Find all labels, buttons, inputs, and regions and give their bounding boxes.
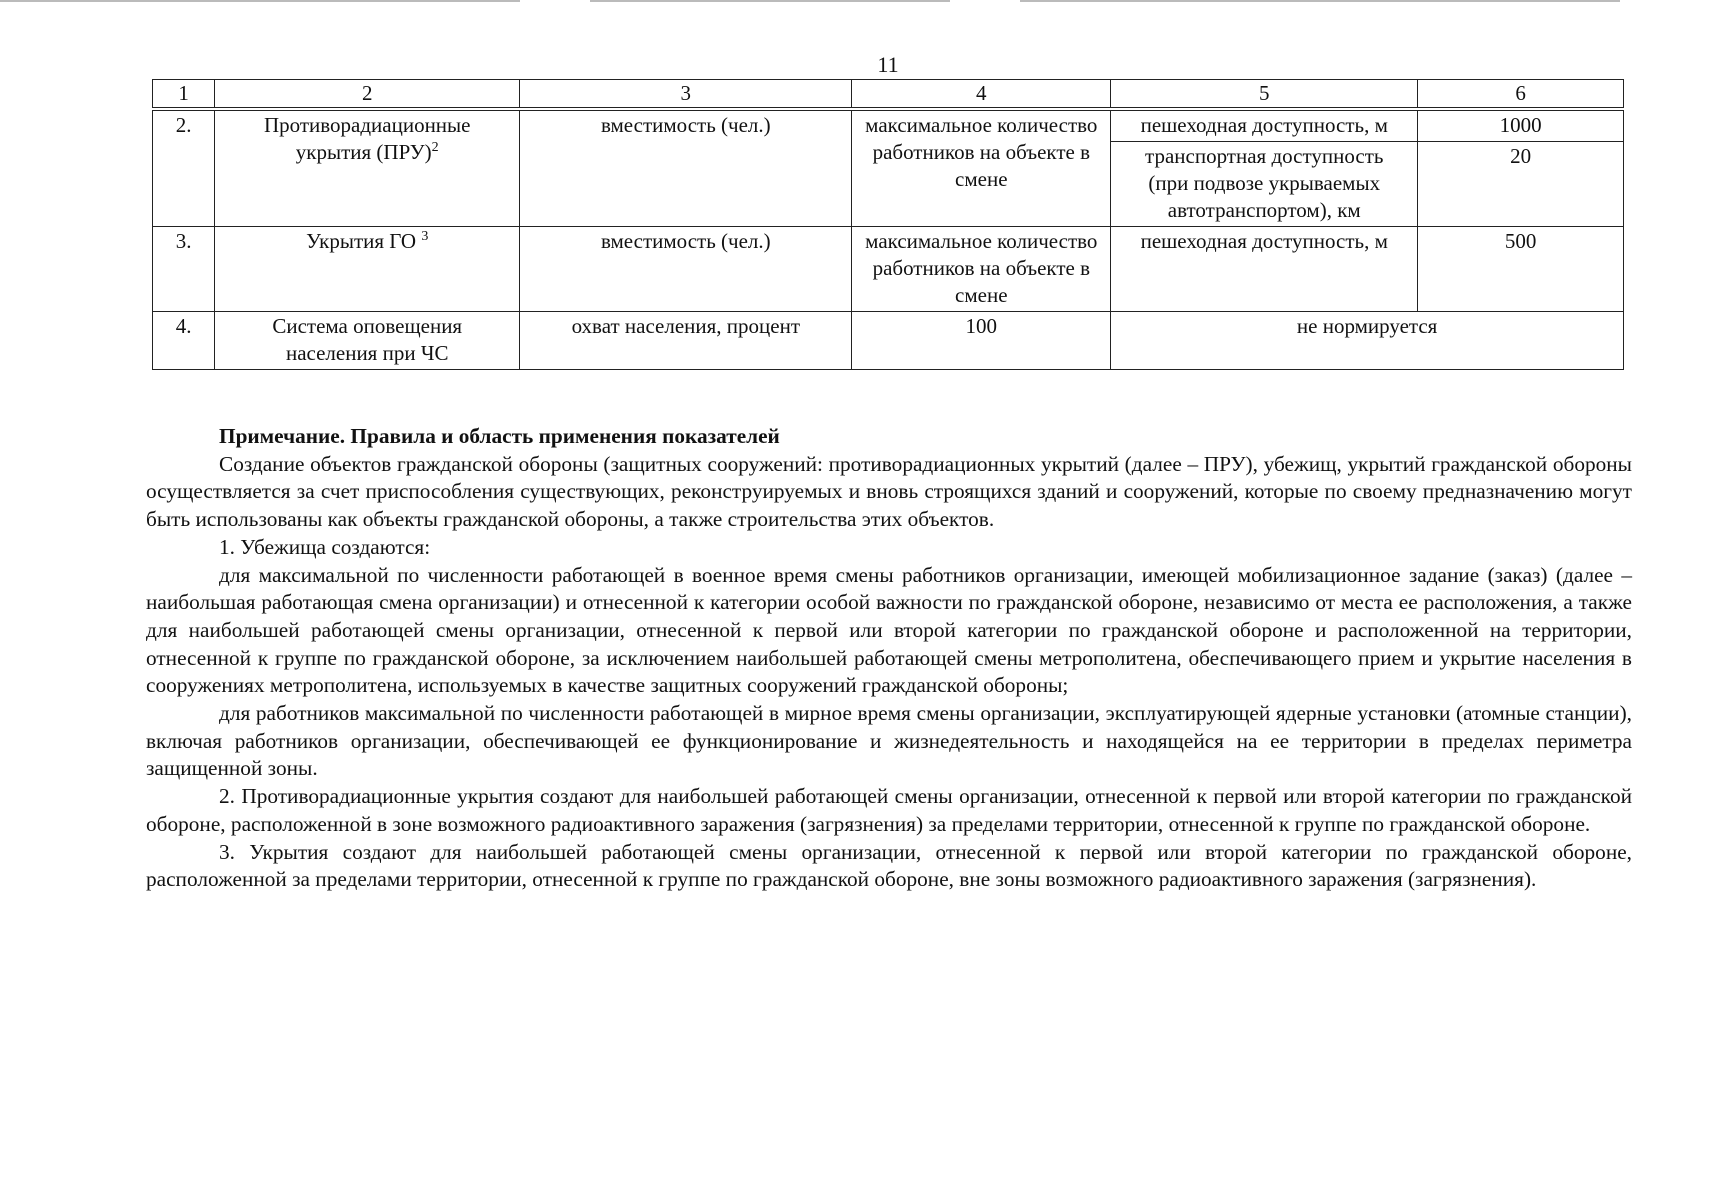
header-cell: 2 [215, 80, 520, 110]
footnote-mark: 3 [421, 229, 429, 244]
table-row [153, 312, 1624, 370]
note-paragraph: для работников максимальной по численности работающей в мирное время смены организации, эксплуатирующей ядерные установки (атомные станции), включая работников организации, обеспечивающей ее функционирование и жизнедеятельность и находящейся на ее территории в пределах периметра защищенной зоны. [146, 701, 1632, 781]
object-name-text: Укрытия ГО [306, 229, 417, 253]
value-cell: 100 [852, 312, 1111, 370]
norm-cell: 1000 [1418, 109, 1624, 142]
header-cell: 5 [1111, 80, 1418, 110]
criterion-cell: пешеходная доступность, м [1111, 227, 1418, 312]
header-cell: 6 [1418, 80, 1624, 110]
page-number: 11 [877, 52, 899, 77]
criterion-cell: транспортная доступность (при подвозе укрываемых автотранспортом), км [1111, 142, 1418, 227]
value-cell: максимальное количество работников на объекте в смене [852, 227, 1111, 312]
note-heading: Примечание. Правила и область применения показателей [219, 424, 780, 448]
note-paragraph: Создание объектов гражданской обороны (защитных сооружений: противорадиационных укрытий (далее – ПРУ), убежищ, укрытий гражданской обороны осуществляется за счет приспособления существующих, реконструируемых и вновь строящихся зданий и сооружений, которые по своему предназначению могут быть использованы как объекты гражданской обороны, а также строительства этих объектов. [146, 451, 1632, 532]
merged-norm-cell: не нормируется [1111, 312, 1624, 370]
note-paragraph: для максимальной по численности работающей в военное время смены работников организации, имеющей мобилизационное задание (заказ) (далее – наибольшая работающая смена организации) и отнесенной к категории особой важности по гражданской обороне, независимо от места ее расположения, а также для наибольшей работающей смены организации, отнесенной к первой или второй категории по гражданской обороне и расположенной на территории, отнесенной к группе по гражданской обороне, за исключением наибольшей работающей смены метрополитена, обеспечивающего прием и укрытие населения в сооружениях метрополитена, используемых в качестве защитных сооружений гражданской обороны; [146, 562, 1632, 698]
note-paragraph: 1. Убежища создаются: [219, 534, 431, 559]
norm-cell: 500 [1418, 227, 1624, 312]
header-cell: 4 [852, 80, 1111, 110]
norm-cell: 20 [1418, 142, 1624, 227]
footnote-mark: 2 [431, 140, 439, 155]
indicators-table [152, 79, 1624, 370]
note-section [146, 423, 1632, 894]
row-number: 4. [153, 312, 215, 370]
table-row [153, 109, 1624, 142]
note-paragraph: 2. Противорадиационные укрытия создают для наибольшей работающей смены организации, отнесенной к первой или второй категории по гражданской обороне, расположенной в зоне возможного радиоактивного заражения (загрязнения) за пределами территории, отнесенной к группе по гражданской обороне. [146, 784, 1632, 836]
indicator-cell: охват населения, процент [520, 312, 852, 370]
scan-edge-line [590, 0, 950, 2]
object-name [215, 227, 520, 312]
row-number: 2. [153, 109, 215, 227]
note-paragraph: 3. Укрытия создают для наибольшей работающей смены организации, отнесенной к первой или второй категории по гражданской обороне, расположенной за пределами территории, отнесенной к группе по гражданской обороне, вне зоны возможного радиоактивного заражения (загрязнения). [146, 839, 1632, 892]
value-cell: максимальное количество работников на объекте в смене [852, 109, 1111, 227]
header-cell: 3 [520, 80, 852, 110]
criterion-cell: пешеходная доступность, м [1111, 109, 1418, 142]
object-name [215, 109, 520, 227]
object-name: Система оповещения населения при ЧС [215, 312, 520, 370]
indicator-cell: вместимость (чел.) [520, 227, 852, 312]
row-number: 3. [153, 227, 215, 312]
header-cell: 1 [153, 80, 215, 110]
indicator-cell: вместимость (чел.) [520, 109, 852, 227]
scan-edge-line [0, 0, 520, 2]
table-header-row [153, 80, 1624, 110]
object-name-text: Противорадиационные укрытия (ПРУ) [263, 113, 471, 164]
table-row [153, 227, 1624, 312]
scan-edge-line [1020, 0, 1620, 2]
